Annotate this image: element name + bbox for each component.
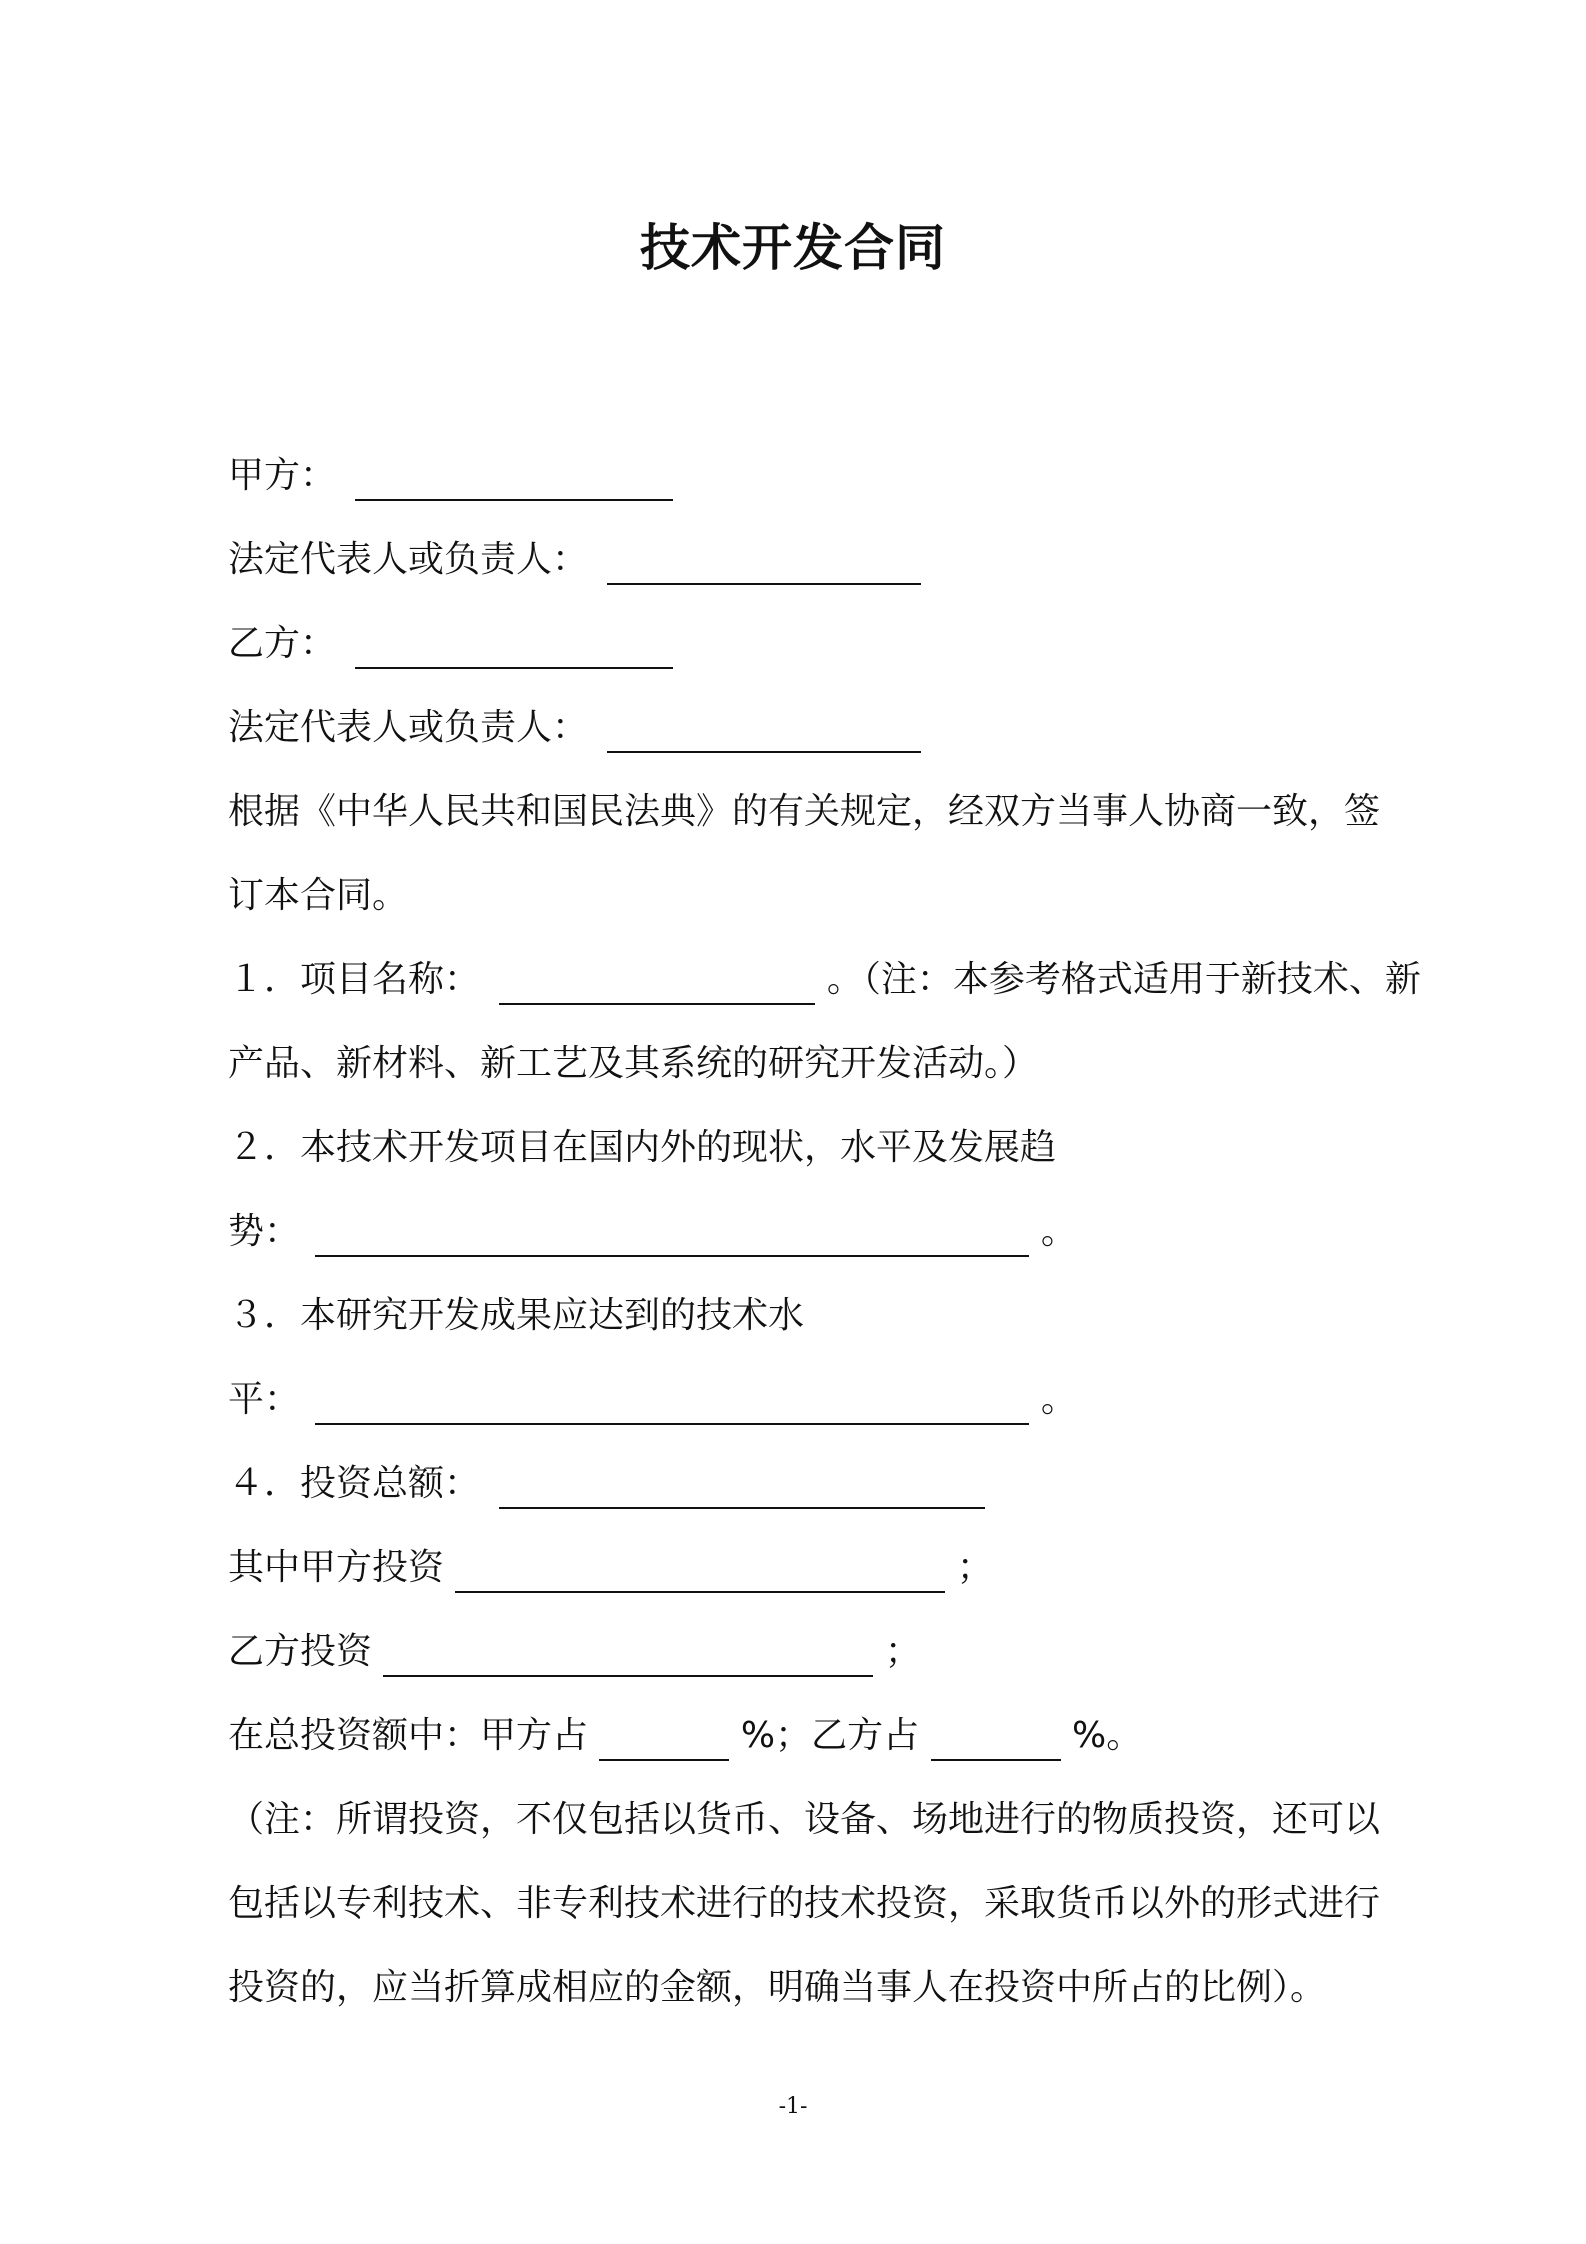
rep-a-blank[interactable]	[607, 543, 921, 585]
b-investment-blank[interactable]	[383, 1635, 873, 1677]
rep-a-row	[228, 530, 921, 590]
party-b-row	[228, 614, 673, 674]
item2-row	[228, 1202, 1077, 1262]
item1-row	[228, 950, 1421, 1010]
item2-label: 势：	[228, 1211, 301, 1252]
rep-b-blank[interactable]	[607, 711, 921, 753]
a-investment-label: 其中甲方投资	[228, 1547, 445, 1588]
trend-blank[interactable]	[315, 1215, 1029, 1257]
item2-end: 。	[1040, 1211, 1077, 1252]
ratio-row	[228, 1706, 1142, 1766]
item3-label: 平：	[228, 1379, 301, 1420]
item1-note-line-2: 产品、新材料、新工艺及其系统的研究开发活动。）	[228, 1043, 1039, 1084]
item2-line-1: ２．本技术开发项目在国内外的现状，水平及发展趋	[228, 1127, 1057, 1168]
project-name-blank[interactable]	[499, 963, 815, 1005]
ratio-label: 在总投资额中：甲方占	[228, 1715, 589, 1756]
party-a-blank[interactable]	[355, 459, 673, 501]
b-investment-end: ；	[884, 1631, 921, 1672]
intro-line-1: 根据《中华人民共和国民法典》的有关规定，经双方当事人协商一致，签	[228, 791, 1381, 832]
party-a-row	[228, 446, 673, 506]
document-title: 技术开发合同	[640, 219, 946, 277]
b-investment-row	[228, 1622, 921, 1682]
rep-a-label: 法定代表人或负责人：	[228, 539, 589, 580]
item1-note: 。（注：本参考格式适用于新技术、新	[826, 959, 1421, 1000]
b-ratio-blank[interactable]	[931, 1719, 1061, 1761]
item3-end: 。	[1040, 1379, 1077, 1420]
item3-row	[228, 1370, 1077, 1430]
item4-row	[228, 1454, 985, 1514]
note-line-1: （注：所谓投资，不仅包括以货币、设备、场地进行的物质投资，还可以	[228, 1799, 1381, 1840]
rep-b-row	[228, 698, 921, 758]
a-investment-end: ；	[956, 1547, 993, 1588]
ratio-end: %。	[1072, 1715, 1143, 1756]
item4-label: ４．投资总额：	[228, 1463, 481, 1504]
item3-line-1: ３．本研究开发成果应达到的技术水	[228, 1295, 805, 1336]
b-investment-label: 乙方投资	[228, 1631, 373, 1672]
tech-level-blank[interactable]	[315, 1383, 1029, 1425]
intro-line-2: 订本合同。	[228, 875, 409, 916]
a-ratio-blank[interactable]	[599, 1719, 729, 1761]
party-b-label: 乙方：	[228, 623, 337, 664]
rep-b-label: 法定代表人或负责人：	[228, 707, 589, 748]
ratio-mid: %；乙方占	[740, 1715, 920, 1756]
page-number: -1-	[778, 2094, 808, 2119]
note-line-2: 包括以专利技术、非专利技术进行的技术投资，采取货币以外的形式进行	[228, 1883, 1381, 1924]
a-investment-blank[interactable]	[455, 1551, 945, 1593]
a-investment-row	[228, 1538, 993, 1598]
note-line-3: 投资的，应当折算成相应的金额，明确当事人在投资中所占的比例）。	[228, 1967, 1327, 2008]
total-investment-blank[interactable]	[499, 1467, 985, 1509]
item1-label: １．项目名称：	[228, 959, 481, 1000]
party-a-label: 甲方：	[228, 455, 337, 496]
party-b-blank[interactable]	[355, 627, 673, 669]
